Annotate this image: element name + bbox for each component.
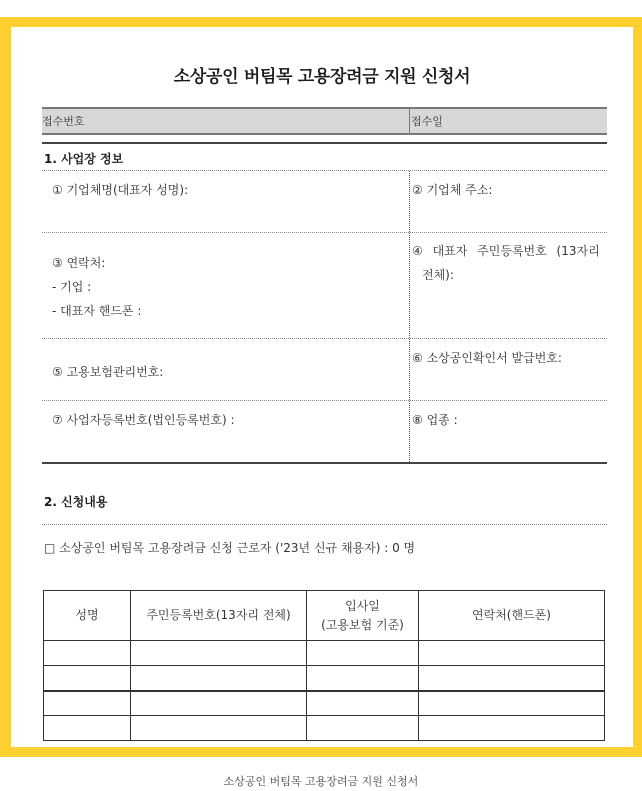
cell-hire-date[interactable] <box>307 691 419 716</box>
application-form <box>11 27 633 747</box>
receipt-number-label: 접수번호 <box>42 109 410 133</box>
header-resident-number: 주민등록번호(13자리 전체) <box>131 591 307 641</box>
contact-ceo-phone: - 대표자 핸드폰 : <box>52 304 142 318</box>
table-row <box>44 666 605 691</box>
cell-resident-number[interactable] <box>131 641 307 666</box>
field-business-registration-number[interactable]: ⑦ 사업자등록번호(법인등록번호) : <box>42 401 410 462</box>
receipt-row <box>42 107 607 135</box>
cell-resident-number[interactable] <box>131 716 307 741</box>
table-header-row <box>44 591 605 641</box>
row-company <box>42 170 607 232</box>
header-name: 성명 <box>44 591 131 641</box>
field-contact[interactable] <box>42 233 410 338</box>
table-row <box>44 691 605 716</box>
cell-name[interactable] <box>44 716 131 741</box>
ceo-resident-label-line1: ④ 대표자 주민등록번호 (13자리 <box>412 244 600 258</box>
section1-title: 1. 사업장 정보 <box>44 152 124 166</box>
header-phone: 연락처(핸드폰) <box>419 591 605 641</box>
row-registration <box>42 400 607 464</box>
header-hire-date: 입사일 (고용보험 기준) <box>307 591 419 641</box>
cell-name[interactable] <box>44 641 131 666</box>
cell-name[interactable] <box>44 691 131 716</box>
image-caption: 소상공인 버팀목 고용장려금 지원 신청서 <box>223 775 419 788</box>
cell-phone[interactable] <box>419 641 605 666</box>
contact-label: ③ 연락처: <box>52 256 106 270</box>
section-business-info <box>42 142 607 464</box>
field-certificate-number[interactable]: ⑥ 소상공인확인서 발급번호: <box>412 351 562 365</box>
cell-resident-number[interactable] <box>131 691 307 716</box>
cell-phone[interactable] <box>419 666 605 691</box>
cell-hire-date[interactable] <box>307 716 419 741</box>
cell-hire-date[interactable] <box>307 666 419 691</box>
cell-phone[interactable] <box>419 691 605 716</box>
row-contact <box>42 232 607 338</box>
cell-resident-number[interactable] <box>131 666 307 691</box>
contact-company: - 기업 : <box>52 280 92 294</box>
table-row <box>44 641 605 666</box>
form-title: 소상공인 버팀목 고용장려금 지원 신청서 <box>173 67 471 87</box>
field-industry[interactable]: ⑧ 업종 : <box>412 413 458 427</box>
field-ceo-resident-number[interactable] <box>410 233 607 338</box>
applicant-count-line: □ 소상공인 버팀목 고용장려금 신청 근로자 ('23년 신규 채용자) : 0 명 <box>44 541 416 555</box>
yellow-frame <box>0 17 642 757</box>
field-company-address[interactable]: ② 기업체 주소: <box>412 183 493 197</box>
cell-hire-date[interactable] <box>307 641 419 666</box>
table-row <box>44 716 605 741</box>
section-application <box>42 487 607 556</box>
receipt-date-label: 접수일 <box>411 115 443 128</box>
cell-phone[interactable] <box>419 716 605 741</box>
field-employment-insurance-number[interactable]: ⑤ 고용보험관리번호: <box>42 339 410 400</box>
ceo-resident-label-line2: 전체): <box>422 268 454 282</box>
field-company-name[interactable]: ① 기업체명(대표자 성명): <box>42 171 410 232</box>
workers-table <box>43 590 605 741</box>
cell-name[interactable] <box>44 666 131 691</box>
section2-title: 2. 신청내용 <box>42 487 607 525</box>
row-insurance <box>42 338 607 400</box>
